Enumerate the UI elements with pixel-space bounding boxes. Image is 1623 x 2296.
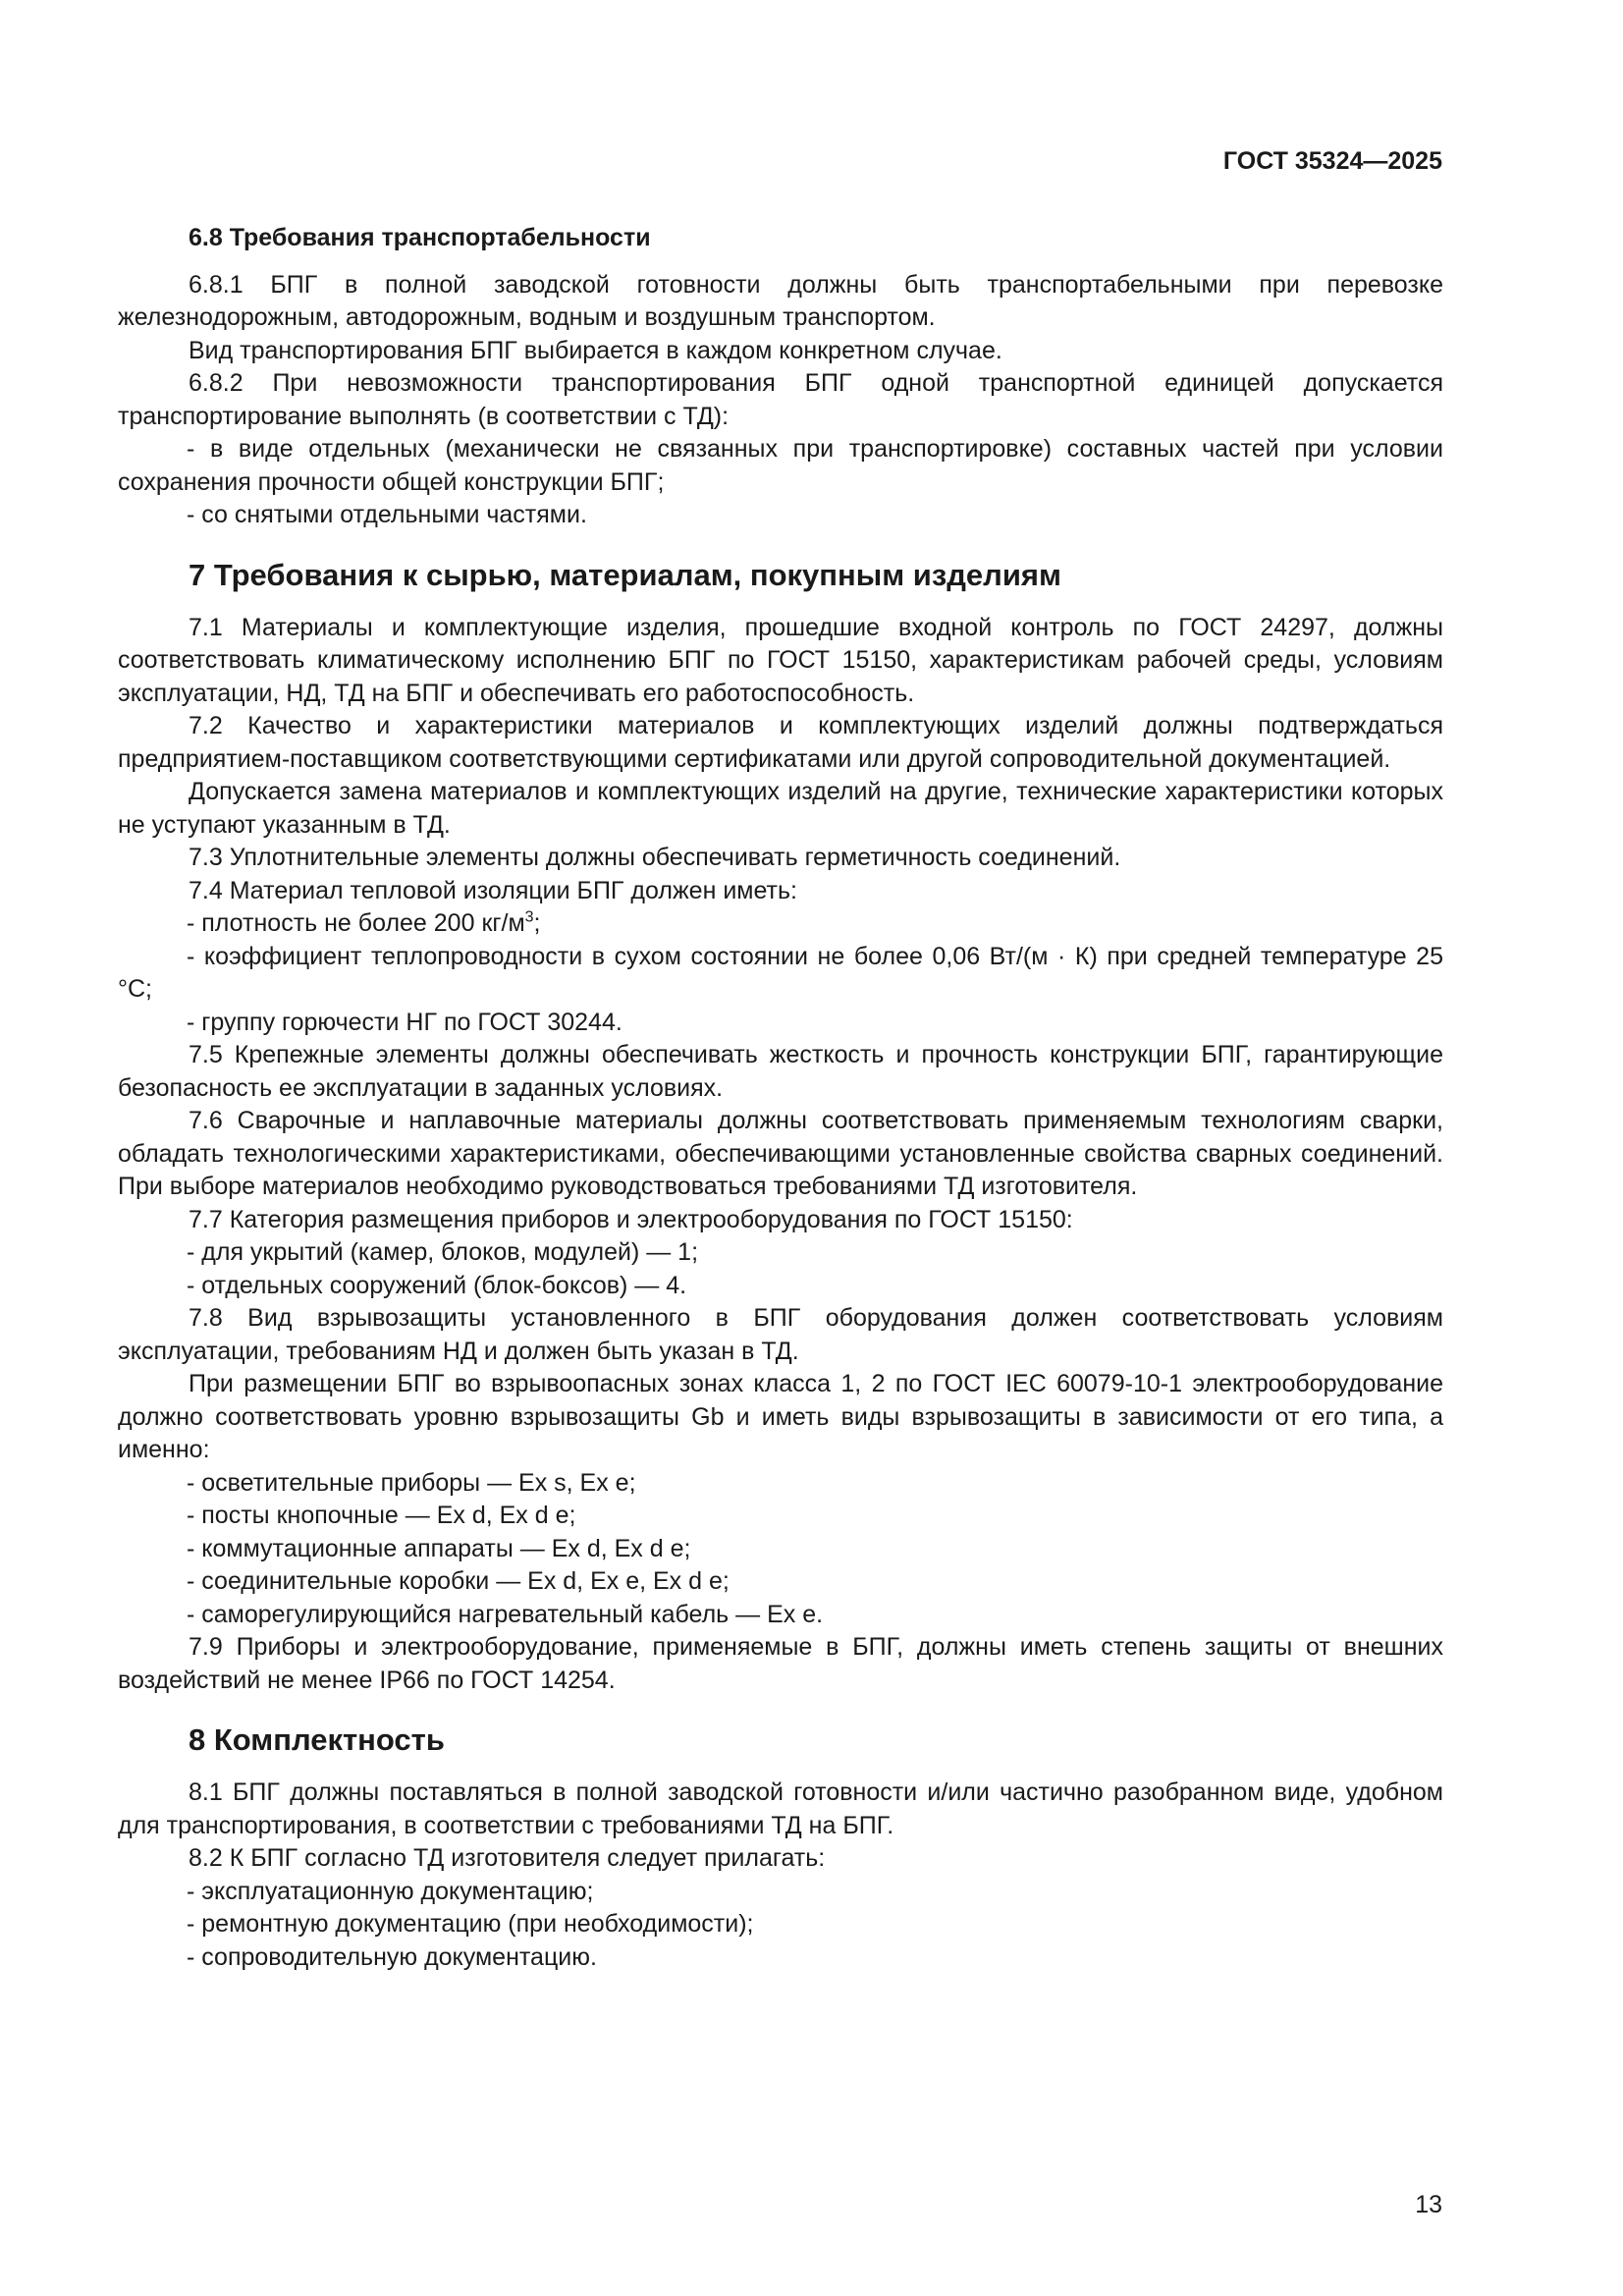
list-item <box>187 907 1443 941</box>
paragraph-6-8-1: 6.8.1 БПГ в полной заводской готовности должны быть транспортабельными при перевозке железнодорожным, автодорожным, водным и воздушным транспортом. <box>118 270 1443 331</box>
document-header: ГОСТ 35324—2025 <box>1222 147 1442 175</box>
list-item: - в виде отдельных (механически не связанных при транспортировке) составных частей при условии сохранения прочности общей конструкции БПГ; <box>118 435 1443 496</box>
list-item: - соединительные коробки — Ex d, Ex e, Ex d e; <box>187 1567 730 1595</box>
section-title-7: 7 Требования к сырью, материалам, покупным изделиям <box>189 557 1061 592</box>
paragraph-8-2: 8.2 К БПГ согласно ТД изготовителя следует прилагать: <box>189 1844 826 1872</box>
paragraph-7-2-b: Допускается замена материалов и комплектующих изделий на другие, технические характеристики которых не уступают указанным в ТД. <box>118 778 1443 839</box>
paragraph-6-8-1-b: Вид транспортирования БПГ выбирается в каждом конкретном случае. <box>189 336 1002 364</box>
list-item: - отдельных сооружений (блок-боксов) — 4. <box>187 1271 687 1299</box>
list-item: - коммутационные аппараты — Ex d, Ex d e; <box>187 1534 691 1562</box>
paragraph-7-9: 7.9 Приборы и электрооборудование, применяемые в БПГ, должны иметь степень защиты от внешних воздействий не менее IP66 по ГОСТ 14254. <box>118 1633 1443 1694</box>
list-item-end: ; <box>533 909 541 937</box>
list-item: - ремонтную документацию (при необходимости); <box>187 1910 754 1938</box>
list-item: - для укрытий (камер, блоков, модулей) — 1; <box>187 1238 699 1266</box>
section-title-8: 8 Комплектность <box>189 1722 445 1757</box>
superscript: 3 <box>524 908 534 926</box>
paragraph-7-8-b: При размещении БПГ во взрывоопасных зонах класса 1, 2 по ГОСТ IEC 60079-10-1 электрооборудование должно соответствовать уровню взрывозащиты Gb и иметь виды взрывозащиты в зависимости от его типа, а именно: <box>118 1370 1443 1463</box>
list-item: - посты кнопочные — Ex d, Ex d e; <box>187 1502 576 1529</box>
document-body <box>118 222 1443 1974</box>
subsection-title-6-8: 6.8 Требования транспортабельности <box>189 224 651 251</box>
paragraph-7-1: 7.1 Материалы и комплектующие изделия, прошедшие входной контроль по ГОСТ 24297, должны соответствовать климатическому исполнению БПГ по ГОСТ 15150, характеристикам рабочей среды, условиям эксплуатации, НД, ТД на БПГ и обеспечивать его работоспособность. <box>118 613 1443 707</box>
paragraph-7-4: 7.4 Материал тепловой изоляции БПГ должен иметь: <box>189 876 797 904</box>
list-item: - сопроводительную документацию. <box>187 1942 597 1971</box>
list-item: - саморегулирующийся нагревательный кабель — Ex e. <box>187 1600 824 1628</box>
paragraph-7-5: 7.5 Крепежные элементы должны обеспечивать жесткость и прочность конструкции БПГ, гарантирующие безопасность ее эксплуатации в заданных условиях. <box>118 1041 1443 1102</box>
paragraph-6-8-2: 6.8.2 При невозможности транспортирования БПГ одной транспортной единицей допускается транспортирование выполнять (в соответствии с ТД): <box>118 369 1443 430</box>
paragraph-7-2: 7.2 Качество и характеристики материалов и комплектующих изделий должны подтверждаться предприятием-поставщиком соответствующими сертификатами или другой сопроводительной документацией. <box>118 712 1443 773</box>
list-item: - со снятыми отдельными частями. <box>187 501 587 528</box>
list-item: - группу горючести НГ по ГОСТ 30244. <box>187 1008 622 1036</box>
list-item: - осветительные приборы — Ex s, Ex e; <box>187 1468 636 1497</box>
list-item: - коэффициент теплопроводности в сухом состоянии не более 0,06 Вт/(м · К) при средней температуре 25 °С; <box>118 942 1443 1003</box>
paragraph-7-3: 7.3 Уплотнительные элементы должны обеспечивать герметичность соединений. <box>189 844 1121 871</box>
list-item: - эксплуатационную документацию; <box>187 1877 594 1905</box>
page-number: 13 <box>1415 2191 1442 2218</box>
paragraph-7-7: 7.7 Категория размещения приборов и электрооборудования по ГОСТ 15150: <box>189 1205 1073 1233</box>
paragraph-7-8: 7.8 Вид взрывозащиты установленного в БПГ оборудования должен соответствовать условиям эксплуатации, требованиям НД и должен быть указан в ТД. <box>118 1304 1443 1365</box>
paragraph-7-6: 7.6 Сварочные и наплавочные материалы должны соответствовать применяемым технологиям сварки, обладать технологическими характеристиками, обеспечивающими установленные свойства сварных соединений. При выборе материалов необходимо руководствоваться требованиями ТД изготовителя. <box>118 1107 1443 1200</box>
list-item-text: - плотность не более 200 кг/м <box>187 909 525 937</box>
paragraph-8-1: 8.1 БПГ должны поставляться в полной заводской готовности и/или частично разобранном виде, удобном для транспортирования, в соответствии с требованиями ТД на БПГ. <box>118 1778 1443 1839</box>
